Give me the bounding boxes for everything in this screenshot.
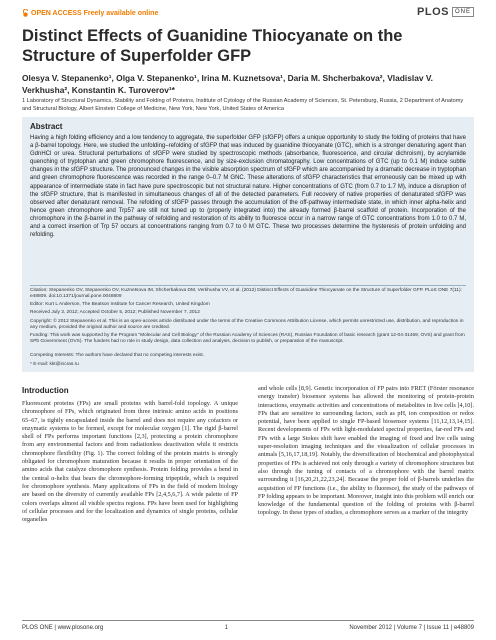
copyright: Copyright: © 2012 Stepanenko et al. This is an open-access article distributed under the terms of the Creative Commons Attribution License, which permits unrestricted use, distribution, and reproduction in any medium, provided the original author and source are credited. (30, 319, 464, 331)
abstract-divider (30, 285, 466, 286)
author-list: Olesya V. Stepanenko¹, Olga V. Stepanenko¹, Irina M. Kuznetsova¹, Daria M. Shcherbakova², Vladislav V. Verkhusha², Konstantin K. Turoverov¹* (22, 73, 433, 95)
intro-column-2: and whole cells [8,9]. Genetic incorporation of FP pairs into FRET (Förster resonance energy transfer) biosensor systems has allowed the monitoring of protein-protein interactions, enzymatic activities and concentrations of metabolites in live cells [4,10]. FPs that are sensitive to surrounding factors, such as pH, ion composition or redox potential, have been applied to single FP-based biosensor systems [11,12,13,14,15]. Recent developments of FPs with light-modulated spectral properties, far-red FPs and FPs with a large Stokes shift have enabled the imaging of fixed and live cells using super-resolution imaging techniques and the visualization of cellular processes in animals [5,16,17,18,19]. Notably, the diversification of biochemical and photophysical properties of FPs is achieved not only through a variety of chromophore structures but also through the tuning of contacts of a chromophore with the barrel matrix surrounding it [16,20,21,22,23,24]. Because the proper fold of β-barrels underlies the acquisition of FP functions (i.e., the ability to fluoresce), the study of the pathways of FP folding appears to be important. Moreover, insight into this problem will enrich our knowledge of the fundamental question of the folding of proteins with β-barrel topology. In these types of studies, a chromophore serves as a marker of the integrity (258, 385, 474, 517)
footer-journal: PLOS ONE | www.plosone.org (22, 625, 104, 631)
funding: Funding: This work was supported by the Program "Molecular and Cell Biology" of the Russian Academy of Sciences (RAS), Russian Foundation of basic research (grant 12-04-31469, OVS) and grant from SPb Government (OVS). The funders had no role in study design, data collection and analysis, decision to publish, or preparation of the manuscript. (30, 333, 465, 345)
intro-column-1: Fluorescent proteins (FPs) are small proteins with barrel-fold topology. A unique chromophore of FPs, which originated from three intrinsic amino acids in positions 65–67, is tightly encapsulated inside the barrel and does not require any cofactors or enzymatic systems to be formed, except for molecular oxygen [1]. The rigid β-barrel shell of FPs performs important functions [2,3], protecting a protein chromophore from any environmental factors and from radiationless deactivation while it restricts chromophore flexibility (Fig. 1). The correct folding of the protein matrix is strongly obligated for chromophore maturation because it results in proper orientation of the amino acids that catalyze chromophore synthesis. Protein folding provides a bend in the central α-helix that bears the chromophore-forming tripeptide, which is required for chromophore synthesis. Many applications of FPs in the field of modern biology are based on the diversity of currently available FPs [2,4,5,6,7]. A wide palette of FP colors overlaps almost all visible spectra regions. FPs have been used for highlighting of cellular processes and for the localization and dynamics of single proteins, cellular organelles (22, 400, 238, 524)
journal-logo (417, 6, 474, 18)
abstract-text: Having a high folding efficiency and a low tendency to aggregate, the superfolder GFP (sfGFP) offers a unique opportunity to study the folding of proteins that have a β-barrel topology. Here, we studied the unfolding–refolding of sfGFP that was induced by guanidine thiocyanate (GTC), which is a stronger denaturing agent than GdnHCl or urea. Structural perturbations of sfGFP were studied by spectroscopic methods (absorbance, fluorescence, and circular dichroism), by acrylamide quenching of tryptophan and green chromophore fluorescence, and by size-exclusion chromatography. Low concentrations of GTC (up to 0.1 M) induce subtle changes in the sfGFP structure. The pronounced changes in the visible absorption spectrum of sfGFP which are accompanied by a dramatic decrease in tryptophan and green chromophore fluorescence was recorded in the range 0–0.7 M GNC. These alterations of sfGFP characteristics that erroneously can be mixed up with appearance of intermediate state in fact have pure spectroscopic but not structural nature. Higher concentrations of GTC (from 0.7 to 1.7 M), induce a disruption of the sfGFP structure, that is manifested in simultaneous changes of all of the detected parameters. Full recovery of native properties of denaturated sfGFP was observed after denaturant removal. The refolding of sfGFP passes through the accumulation of the off-pathway intermediate state, in which inner alpha-helix and hence green chromophore and Trp57 are still not tuned up to (properly integrated into) the already formed β-barrel scaffold of protein. Incorporation of the chromophore in the β-barrel in the pathway of refolding and restoration of its ability to fluoresce occur in a narrow range of GTC concentrations from 1.0 to 0.7 M, and a correct insertion of Trp 57 occurs at concentrations ranging from 0.7 to 0 M GTC. These two processes determine the hysteresis of protein unfolding and refolding. (30, 135, 466, 239)
article-title: Distinct Effects of Guanidine Thiocyanate on the Structure of Superfolder GFP (22, 27, 403, 65)
email: * E-mail: kkt@incras.ru (30, 362, 79, 367)
competing-interests: Competing Interests: The authors have declared that no competing interests exist. (30, 353, 205, 358)
abstract-box (22, 117, 474, 372)
citation: Citation: Stepanenko OV, Stepanenko OV, Kuznetsova IM, Shcherbakova DM, Verkhusha VV, et al. (2012) Distinct Effects of Guanidine Thiocyanate on the Structure of Superfolder GFP. PLoS ONE 7(11): e48809. doi:10.1371/journal.pone.0048809 (30, 288, 462, 300)
footer-divider (22, 620, 474, 621)
open-access-banner (22, 9, 158, 17)
open-access-label: OPEN ACCESS Freely available online (31, 9, 159, 17)
abstract-heading: Abstract (30, 122, 63, 131)
page-number: 1 (224, 625, 228, 631)
affiliations: 1 Laboratory of Structural Dynamics, Stability and Folding of Proteins, Institute of Cytology of the Russian Academy of Sciences, St. Petersburg, Russia, 2 Department of Anatomy and Structural Biology, Albert Einstein College of Medicine, New York, New York, United States of America (22, 98, 464, 112)
plos-logo-text: PLOS (417, 6, 449, 18)
page-footer (22, 625, 474, 631)
editor: Editor: Kurt L Anderson, The Beatson Institute for Cancer Research, United Kingdom (30, 302, 210, 307)
intro-heading: Introduction (22, 386, 69, 395)
footer-issue: November 2012 | Volume 7 | Issue 11 | e48809 (349, 625, 474, 631)
plos-one-box: ONE (452, 7, 474, 17)
dates: Received July 3, 2012; Accepted October 5, 2012; Published November 7, 2012 (30, 310, 200, 315)
open-lock-icon (22, 9, 29, 17)
